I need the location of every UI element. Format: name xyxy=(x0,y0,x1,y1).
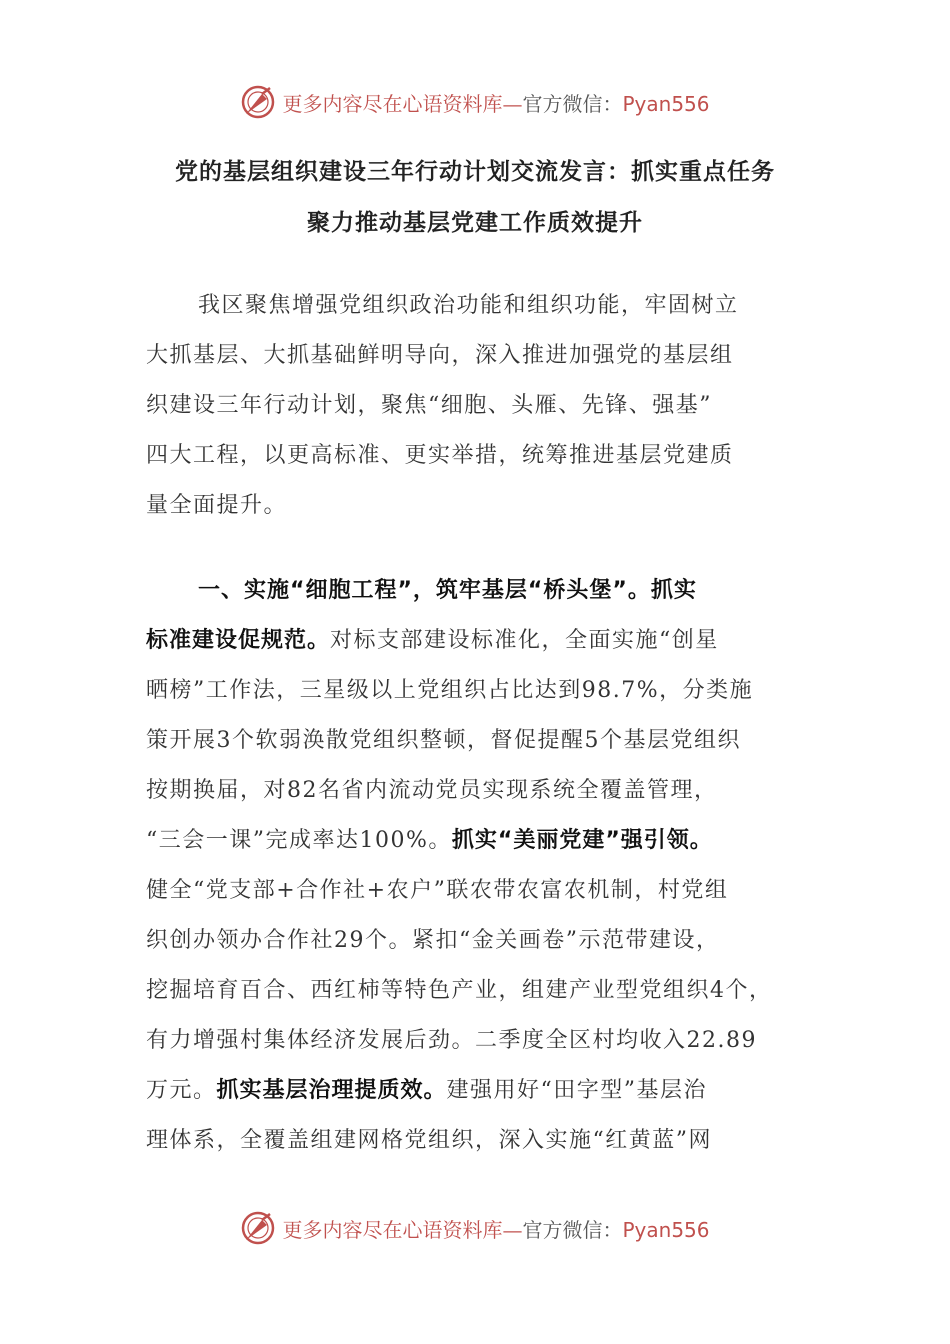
section1-line-10: 有力增强村集体经济发展后劲。二季度全区村均收入22.89 xyxy=(146,1028,757,1053)
document-title-line-2: 聚力推动基层党建工作质效提升 xyxy=(307,210,643,236)
footer-wechat-id: Pyan556 xyxy=(622,1217,710,1242)
section1-heading: 一、实施“细胞工程”，筑牢基层“桥头堡”。抓实 xyxy=(198,578,697,603)
section1-subheading-2: 抓实“美丽党建”强引领。 xyxy=(451,828,713,853)
section1-line-12: 理体系，全覆盖组建网格党组织，深入实施“红黄蓝”网 xyxy=(146,1128,712,1153)
intro-line-4: 四大工程，以更高标准、更实举措，统筹推进基层党建质 xyxy=(146,443,734,468)
banner-library-name: 更多内容尽在心语资料库 xyxy=(282,91,503,116)
section1-line-7: 健全“党支部+合作社+农户”联农带农富农机制，村党组 xyxy=(146,878,729,903)
banner-text xyxy=(282,88,709,117)
section1-line-5: 按期换届，对82名省内流动党员实现系统全覆盖管理， xyxy=(146,778,718,803)
footer-banner-text xyxy=(282,1214,709,1243)
intro-line-1: 我区聚焦增强党组织政治功能和组织功能，牢固树立 xyxy=(198,293,739,318)
footer-wechat xyxy=(522,1218,709,1242)
section1-line-9: 挖掘培育百合、西红柿等特色产业，组建产业型党组织4个， xyxy=(146,978,773,1003)
section1-line-11 xyxy=(146,1076,707,1106)
intro-line-3: 织建设三年行动计划，聚焦“细胞、头雁、先锋、强基” xyxy=(146,393,712,418)
section1-line-6 xyxy=(146,826,713,856)
footer-banner xyxy=(0,1208,950,1248)
pen-nib-logo-icon xyxy=(240,84,276,120)
intro-line-2: 大抓基层、大抓基础鲜明导向，深入推进加强党的基层组 xyxy=(146,343,734,368)
header-banner xyxy=(0,82,950,122)
section1-line-11-text-a: 万元。 xyxy=(146,1078,217,1103)
section1-line-3: 晒榜”工作法，三星级以上党组织占比达到98.7%，分类施 xyxy=(146,678,754,703)
intro-line-5: 量全面提升。 xyxy=(146,493,288,518)
section1-line-4: 策开展3个软弱涣散党组织整顿，督促提醒5个基层党组织 xyxy=(146,728,741,753)
section1-line-11-text-b: 建强用好“田字型”基层治 xyxy=(446,1078,708,1103)
pen-nib-logo-icon xyxy=(240,1210,276,1246)
section1-line-2 xyxy=(146,626,719,656)
banner-wechat-label: 官方微信： xyxy=(522,91,623,116)
section1-line-6-text: “三会一课”完成率达100%。 xyxy=(146,828,452,853)
section1-subheading-3: 抓实基层治理提质效。 xyxy=(216,1078,447,1103)
footer-library-name: 更多内容尽在心语资料库 xyxy=(282,1217,503,1242)
banner-wechat xyxy=(522,92,709,116)
section1-line-2-text: 对标支部建设标准化，全面实施“创星 xyxy=(330,628,719,653)
footer-wechat-label: 官方微信： xyxy=(522,1217,623,1242)
section1-line-8: 织创办领办合作社29个。紧扣“金关画卷”示范带建设， xyxy=(146,928,720,953)
section1-line-1 xyxy=(198,576,697,606)
document-title-line-1: 党的基层组织建设三年行动计划交流发言：抓实重点任务 xyxy=(175,159,775,185)
banner-dash: — xyxy=(502,91,523,116)
banner-wechat-id: Pyan556 xyxy=(622,91,710,116)
footer-dash: — xyxy=(502,1217,523,1242)
section1-subheading-1: 标准建设促规范。 xyxy=(146,628,331,653)
